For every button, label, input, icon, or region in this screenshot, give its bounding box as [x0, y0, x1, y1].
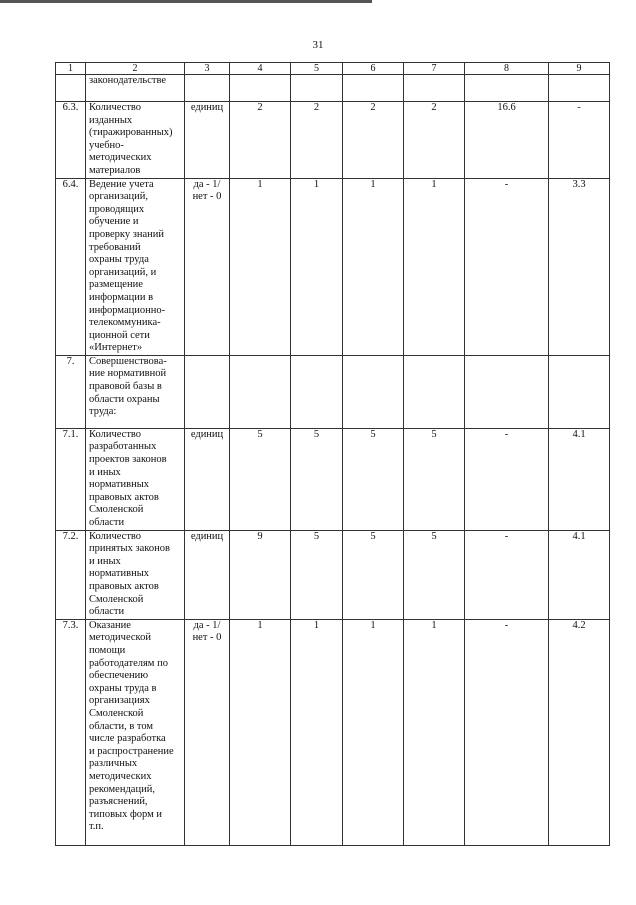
value-cell: 5: [291, 428, 343, 530]
indicator-name-line: телекоммуника-: [89, 317, 161, 329]
table-body: [56, 75, 610, 846]
indicator-name-line: числе разработка: [89, 733, 166, 745]
row-number-cell: 7.: [56, 355, 86, 428]
unit-cell: единиц: [185, 102, 230, 179]
indicator-name-cell: [86, 75, 185, 102]
value-cell: 1: [404, 619, 465, 845]
indicator-name-line: информационно-: [89, 304, 166, 316]
value-cell: 2: [291, 102, 343, 179]
value-cell: 5: [404, 428, 465, 530]
table-row: [56, 102, 610, 179]
unit-cell: [185, 75, 230, 102]
row-number-cell: 6.3.: [56, 102, 86, 179]
row-number-cell: 7.1.: [56, 428, 86, 530]
indicator-name-line: и распространение: [89, 745, 174, 757]
value-cell: 5: [343, 530, 404, 619]
column-header: 5: [291, 63, 343, 75]
column-header: 1: [56, 63, 86, 75]
indicator-name-line: Совершенствова-: [89, 355, 167, 367]
indicator-name-line: правовых актов: [89, 581, 159, 592]
indicator-name-line: разъяснений,: [89, 796, 148, 808]
column-header: 9: [549, 63, 610, 75]
unit-cell: единиц: [185, 530, 230, 619]
indicator-name-line: типовых форм и: [89, 808, 162, 820]
indicator-name-line: законодательстве: [89, 75, 167, 86]
indicator-name-line: ционной сети: [89, 329, 150, 341]
indicator-name-line: области, в том: [89, 720, 154, 732]
value-cell: -: [465, 619, 549, 845]
indicator-name-line: нормативных: [89, 568, 150, 580]
indicator-name-line: разработанных: [89, 441, 157, 453]
value-cell: [549, 75, 610, 102]
value-cell: 5: [404, 530, 465, 619]
indicator-name-line: методических: [89, 770, 152, 782]
value-cell: [404, 355, 465, 428]
unit-cell: единиц: [185, 428, 230, 530]
indicator-name-line: организациях: [89, 695, 150, 707]
indicator-name-line: учебно-: [89, 139, 124, 151]
value-cell: -: [465, 530, 549, 619]
indicator-name-line: и иных: [89, 466, 121, 478]
indicator-name-cell: [86, 355, 185, 428]
value-cell: 2: [230, 102, 291, 179]
value-cell: 1: [343, 178, 404, 355]
value-cell: [465, 355, 549, 428]
table-row: [56, 75, 610, 102]
value-cell: 1: [343, 619, 404, 845]
value-cell: [404, 75, 465, 102]
indicator-name-line: принятых законов: [89, 543, 170, 555]
row-number-cell: 7.3.: [56, 619, 86, 845]
indicator-name-line: Смоленской: [89, 707, 144, 719]
page-number: 31: [312, 39, 324, 51]
row-number-cell: 7.2.: [56, 530, 86, 619]
value-cell: 16.6: [465, 102, 549, 179]
value-cell: [291, 355, 343, 428]
value-cell: 1: [291, 178, 343, 355]
value-cell: [230, 75, 291, 102]
value-cell: 5: [291, 530, 343, 619]
indicator-name-line: организаций, и: [89, 266, 157, 278]
indicator-name-line: правовых актов: [89, 491, 159, 503]
value-cell: 5: [343, 428, 404, 530]
value-cell: 2: [404, 102, 465, 179]
row-number-cell: 6.4.: [56, 178, 86, 355]
indicator-name-line: т.п.: [89, 821, 104, 833]
value-cell: 9: [230, 530, 291, 619]
indicator-name-cell: [86, 102, 185, 179]
value-cell: [343, 75, 404, 102]
indicator-name-cell: [86, 428, 185, 530]
indicator-name-line: ние нормативной: [89, 368, 167, 380]
value-cell: [343, 355, 404, 428]
indicator-name-line: различных: [89, 758, 138, 770]
indicator-name-line: Количество: [89, 428, 142, 440]
indicator-name-line: правовой базы в: [89, 381, 162, 393]
column-header: 7: [404, 63, 465, 75]
indicator-name-line: проверку знаний: [89, 228, 165, 240]
unit-cell: [185, 355, 230, 428]
indicator-name-cell: [86, 178, 185, 355]
indicator-name-line: нормативных: [89, 479, 150, 491]
top-rule: [0, 0, 372, 3]
indicator-name-line: Количество: [89, 102, 142, 113]
column-header: 8: [465, 63, 549, 75]
column-header: 3: [185, 63, 230, 75]
indicator-name-line: размещение: [89, 279, 143, 291]
indicator-name-line: информации в: [89, 291, 154, 303]
table-row: [56, 530, 610, 619]
indicator-name-line: помощи: [89, 644, 126, 656]
value-cell: 4.1: [549, 428, 610, 530]
indicator-name-line: Смоленской: [89, 593, 144, 605]
indicator-name-line: охраны труда: [89, 254, 149, 266]
indicator-name-line: Количество: [89, 530, 142, 542]
value-cell: 2: [343, 102, 404, 179]
indicator-name-line: методических: [89, 152, 152, 164]
table-header-row: [56, 63, 610, 75]
indicator-name-line: рекомендаций,: [89, 783, 155, 795]
indicator-name-line: проводящих: [89, 203, 145, 215]
table-row: [56, 428, 610, 530]
column-header: 6: [343, 63, 404, 75]
indicator-name-line: «Интернет»: [89, 342, 143, 354]
indicator-name-cell: [86, 619, 185, 845]
value-cell: -: [549, 102, 610, 179]
indicator-name-line: требований: [89, 241, 141, 253]
indicator-name-line: материалов: [89, 164, 141, 176]
indicator-name-line: труда:: [89, 406, 117, 418]
indicator-name-line: (тиражированных): [89, 127, 173, 139]
table-row: [56, 355, 610, 428]
value-cell: -: [465, 178, 549, 355]
indicator-name-line: организаций,: [89, 191, 148, 203]
value-cell: -: [465, 428, 549, 530]
indicator-name-line: области охраны: [89, 393, 160, 405]
value-cell: 4.1: [549, 530, 610, 619]
indicator-name-line: обеспечению: [89, 670, 149, 682]
indicator-name-line: Ведение учета: [89, 178, 154, 190]
indicator-name-line: методической: [89, 632, 151, 644]
value-cell: [291, 75, 343, 102]
indicators-table: [55, 62, 610, 846]
row-number-cell: [56, 75, 86, 102]
indicator-name-line: Смоленской: [89, 504, 144, 516]
indicator-name-line: охраны труда в: [89, 682, 157, 694]
indicator-name-line: работодателям по: [89, 657, 168, 669]
indicator-name-line: обучение и: [89, 216, 139, 228]
value-cell: 4.2: [549, 619, 610, 845]
indicator-name-cell: [86, 530, 185, 619]
indicator-name-line: и иных: [89, 555, 121, 567]
indicator-name-line: области: [89, 517, 125, 529]
value-cell: 1: [291, 619, 343, 845]
unit-cell: да - 1/нет - 0: [185, 619, 230, 845]
value-cell: [465, 75, 549, 102]
column-header: 2: [86, 63, 185, 75]
value-cell: 1: [404, 178, 465, 355]
value-cell: 1: [230, 619, 291, 845]
indicator-name-line: Оказание: [89, 619, 131, 631]
column-header: 4: [230, 63, 291, 75]
table-row: [56, 619, 610, 845]
unit-cell: да - 1/нет - 0: [185, 178, 230, 355]
indicator-name-line: изданных: [89, 114, 133, 126]
value-cell: 1: [230, 178, 291, 355]
value-cell: [230, 355, 291, 428]
indicator-name-line: области: [89, 606, 125, 618]
table-row: [56, 178, 610, 355]
indicator-name-line: проектов законов: [89, 454, 167, 466]
value-cell: 5: [230, 428, 291, 530]
value-cell: [549, 355, 610, 428]
value-cell: 3.3: [549, 178, 610, 355]
